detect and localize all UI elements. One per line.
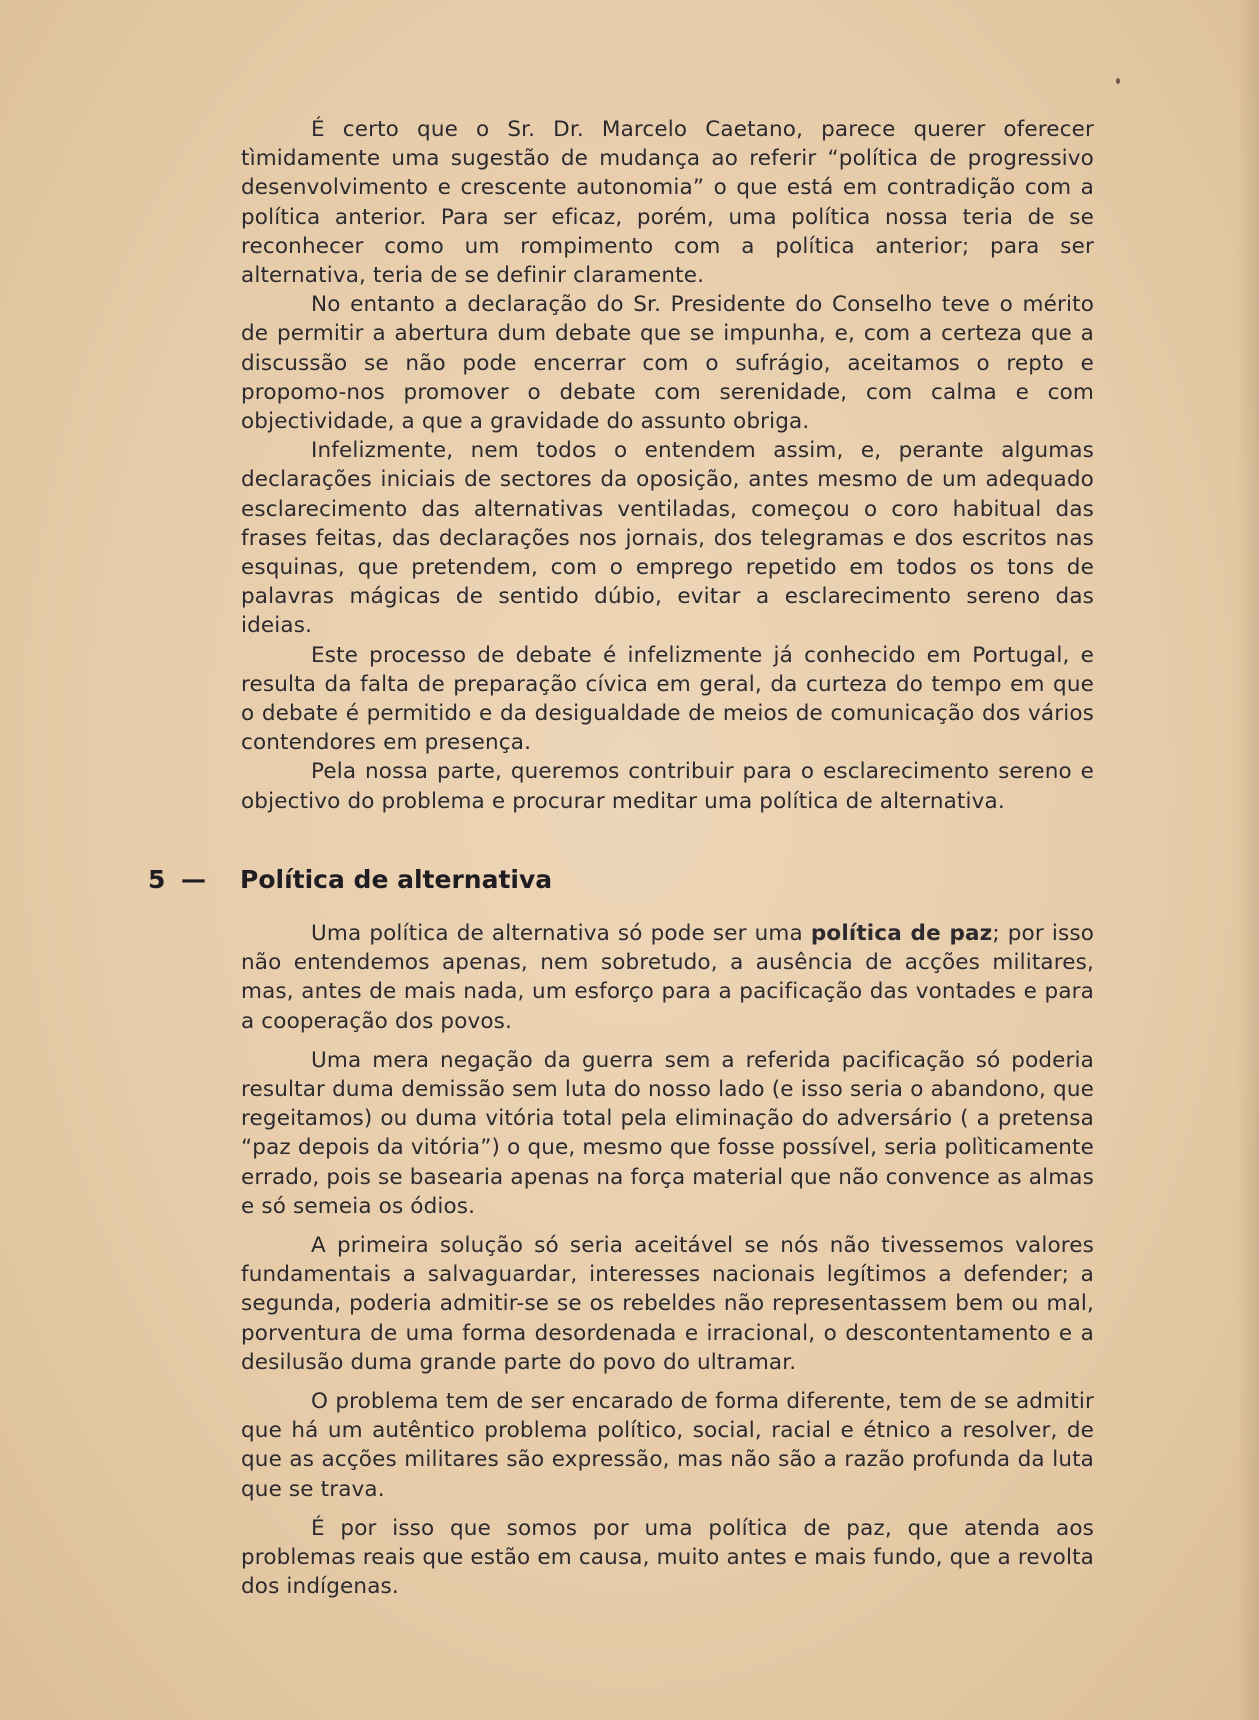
section-5-paragraph-2: Uma mera negação da guerra sem a referida pacificação só poderia resultar duma demissão sem luta do nosso lado (e isso seria o abandono, que regeitamos) ou duma vitória total pela eliminação do adversário ( a pretensa “paz depois da vitória”) o que, mesmo que fosse possível, seria polìticamente errado, pois se basearia apenas na força material que não convence as almas e só semeia os ódios. <box>241 1047 1094 1219</box>
emphasis-politica-de-paz: política de paz <box>810 921 993 946</box>
paper-speck <box>1116 78 1120 84</box>
section-5-paragraph-4: O problema tem de ser encarado de forma diferente, tem de se admitir que há um autêntico problema político, social, racial e étnico a resolver, de que as acções militares são expressão, mas não são a razão profunda da luta que se trava. <box>241 1389 1094 1502</box>
intro-paragraph-4: Este processo de debate é infelizmente já conhecido em Portugal, e resulta da falta de preparação cívica em geral, da curteza do tempo em que o debate é permitido e da desigualdade de meios de comunicação dos vários contendores em presença. <box>241 642 1094 756</box>
section-5-text-block <box>241 919 1094 1611</box>
section-heading <box>148 865 1088 894</box>
section-dash: — <box>181 865 206 894</box>
intro-text-block <box>241 115 1094 816</box>
intro-paragraph-5: Pela nossa parte, queremos contribuir para o esclarecimento sereno e objectivo do problema e procurar meditar uma política de alternativa. <box>241 759 1094 814</box>
intro-paragraph-3: Infelizmente, nem todos o entendem assim, e, perante algumas declarações iniciais de sectores da oposição, antes mesmo de um adequado esclarecimento das alternativas ventiladas, começou o coro habitual das frases feitas, das declarações nos jornais, dos telegramas e dos escritos nas esquinas, que pretendem, com o emprego repetido em todos os tons de palavras mágicas de sentido dúbio, evitar a esclarecimento sereno das ideias. <box>241 438 1094 639</box>
page-edge-shadow <box>1237 0 1259 1720</box>
section-5-paragraph-5: É por isso que somos por uma política de paz, que atenda aos problemas reais que estão em causa, muito antes e mais fundo, que a revolta dos indígenas. <box>241 1515 1094 1600</box>
paragraph-1-rest: ; por isso não entendemos apenas, nem sobretudo, a ausência de acções militares, mas, antes de mais nada, um esforço para a pacificação das vontades e para a cooperação dos povos. <box>241 921 1094 1034</box>
section-number: 5 <box>148 865 166 894</box>
section-5-paragraph-1 <box>241 919 1094 1036</box>
section-5-paragraph-3: A primeira solução só seria aceitável se nós não tivessemos valores fundamentais a salvaguardar, interesses nacionais legítimos a defender; a segunda, poderia admitir-se se os rebeldes não representassem bem ou mal, porventura de uma forma desordenada e irracional, o descontentamento e a desilusão duma grande parte do povo do ultramar. <box>241 1233 1094 1375</box>
intro-paragraph-1: É certo que o Sr. Dr. Marcelo Caetano, parece querer oferecer tìmidamente uma sugestão de mudança ao referir “política de progressivo desenvolvimento e crescente autonomia” o que está em contradição com a política anterior. Para ser eficaz, porém, uma política nossa teria de se reconhecer como um rompimento com a política anterior; para ser alternativa, teria de se definir claramente. <box>241 117 1094 289</box>
section-title: Política de alternativa <box>240 865 553 894</box>
paragraph-1-lead: Uma política de alternativa só pode ser uma <box>311 921 811 946</box>
intro-paragraph-2: No entanto a declaração do Sr. Presidente do Conselho teve o mérito de permitir a abertura dum debate que se impunha, e, com a certeza que a discussão se não pode encerrar com o sufrágio, aceitamos o repto e propomo-nos promover o debate com serenidade, com calma e com objectividade, a que a gravidade do assunto obriga. <box>241 292 1094 435</box>
